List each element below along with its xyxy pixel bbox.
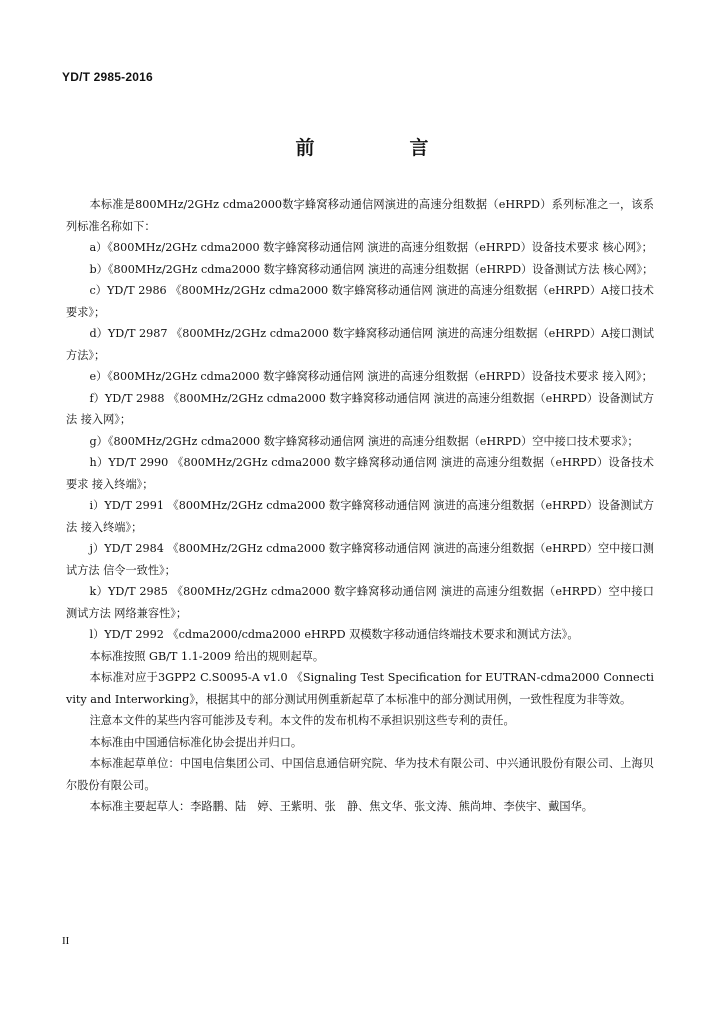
series-item-f: f）YD/T 2988 《800MHz/2GHz cdma2000 数字蜂窝移动通信网 演进的高速分组数据（eHRPD）设备测试方法 接入网》； <box>66 391 654 426</box>
drafters-paragraph: 本标准主要起草人：李路鹏、陆 婷、王紫明、张 静、焦文华、张文涛、熊尚坤、李侠宇、戴国华。 <box>89 800 593 813</box>
series-item-c: c）YD/T 2986 《800MHz/2GHz cdma2000 数字蜂窝移动通信网 演进的高速分组数据（eHRPD）A接口技术要求》； <box>66 284 654 319</box>
series-item-e: e）《800MHz/2GHz cdma2000 数字蜂窝移动通信网 演进的高速分组数据（eHRPD）设备技术要求 接入网》； <box>89 370 653 383</box>
series-item-k: k）YD/T 2985 《800MHz/2GHz cdma2000 数字蜂窝移动通信网 演进的高速分组数据（eHRPD）空中接口测试方法 网络兼容性》； <box>66 585 654 620</box>
drafting-units-paragraph: 本标准起草单位：中国电信集团公司、中国信息通信研究院、华为技术有限公司、中兴通讯股份有限公司、上海贝尔股份有限公司。 <box>66 757 654 792</box>
series-item-b: b）《800MHz/2GHz cdma2000 数字蜂窝移动通信网 演进的高速分组数据（eHRPD）设备测试方法 核心网》； <box>89 262 654 276</box>
foreword-body <box>66 194 654 818</box>
drafting-rules-paragraph: 本标准按照 GB/T 1.1-2009 给出的规则起草。 <box>89 649 325 663</box>
series-item-a: a）《800MHz/2GHz cdma2000 数字蜂窝移动通信网 演进的高速分组数据（eHRPD）设备技术要求 核心网》； <box>89 241 653 254</box>
series-item-d: d）YD/T 2987 《800MHz/2GHz cdma2000 数字蜂窝移动通信网 演进的高速分组数据（eHRPD）A接口测试方法》； <box>66 327 654 362</box>
patent-notice-paragraph: 注意本文件的某些内容可能涉及专利。本文件的发布机构不承担识别这些专利的责任。 <box>89 714 515 727</box>
page-title: 前 言 <box>295 137 467 159</box>
standard-number: YD/T 2985-2016 <box>62 70 153 84</box>
series-item-i: i）YD/T 2991 《800MHz/2GHz cdma2000 数字蜂窝移动通信网 演进的高速分组数据（eHRPD）设备测试方法 接入终端》； <box>66 499 654 534</box>
correspondence-paragraph: 本标准对应于3GPP2 C.S0095-A v1.0 《Signaling Test Specification for EUTRAN-cdma2000 Connectivity and Interworking》，根据其中的部分测试用例重新起草了本标准中的部分测试用例，一致性程度为非等效。 <box>66 671 654 706</box>
series-item-g: g）《800MHz/2GHz cdma2000 数字蜂窝移动通信网 演进的高速分组数据（eHRPD）空中接口技术要求》； <box>89 434 639 448</box>
page-number: II <box>62 935 70 947</box>
series-item-h: h）YD/T 2990 《800MHz/2GHz cdma2000 数字蜂窝移动通信网 演进的高速分组数据（eHRPD）设备技术要求 接入终端》； <box>66 456 654 491</box>
proposer-paragraph: 本标准由中国通信标准化协会提出并归口。 <box>89 735 303 749</box>
series-item-j: j）YD/T 2984 《800MHz/2GHz cdma2000 数字蜂窝移动通信网 演进的高速分组数据（eHRPD）空中接口测试方法 信令一致性》； <box>66 542 654 577</box>
series-item-l: l）YD/T 2992 《cdma2000/cdma2000 eHRPD 双模数字移动通信终端技术要求和测试方法》。 <box>89 628 579 641</box>
intro-paragraph: 本标准是800MHz/2GHz cdma2000数字蜂窝移动通信网演进的高速分组数据（eHRPD）系列标准之一，该系列标准名称如下： <box>66 198 654 233</box>
